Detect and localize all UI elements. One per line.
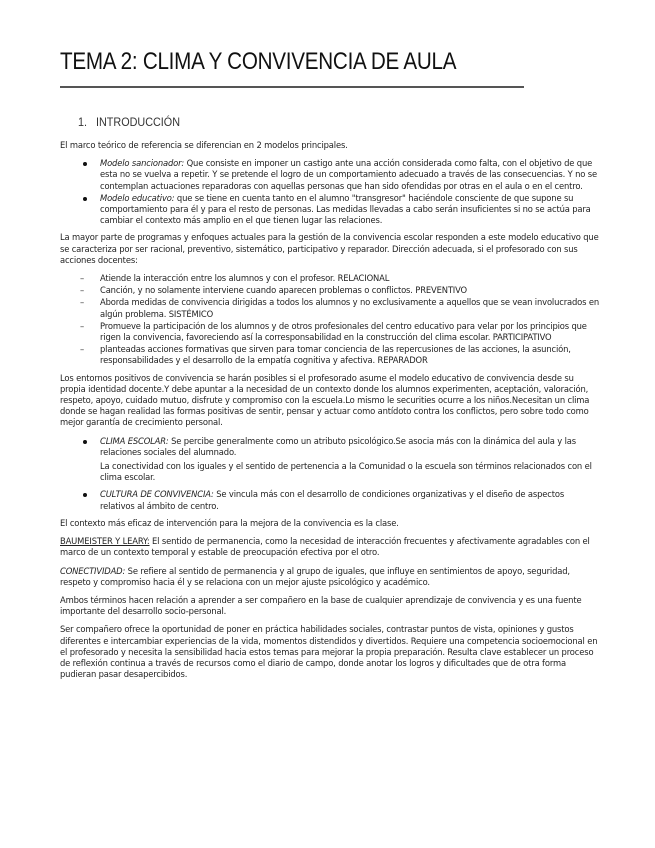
climate-text: Se percibe generalmente como un atributo psicológico.Se asocia más con la dinámica del aula y las relaciones sociales del alumnado. (100, 435, 576, 457)
model-text: que se tiene en cuenta tanto en el alumno "transgresor" haciéndole consciente de que supone su comportamiento para él y para el resto de personas. Las medidas llevadas a cabo serán insuficientes si no se actúa para cambiar el contexto más amplio en el que tienen lugar las relaciones. (100, 192, 591, 226)
action-text: Aborda medidas de convivencia dirigidas a todos los alumnos y no exclusivamente a aquellos que se vean involucrados en algún problema. (100, 297, 600, 319)
action-tag: PARTICIPATIVO (492, 332, 552, 343)
list-item (60, 273, 600, 284)
culture-list (60, 489, 600, 511)
document-body (60, 140, 600, 687)
action-text: Atiende la interacción entre los alumnos y con el profesor. (100, 273, 338, 284)
connectivity-paragraph (60, 566, 600, 588)
climate-list (60, 436, 600, 458)
list-item (60, 436, 600, 458)
climate-term: CLIMA ESCOLAR: (100, 435, 169, 446)
section-number: 1. (78, 115, 88, 129)
list-item (60, 297, 600, 319)
action-tag: REPARADOR (377, 355, 428, 366)
model-name: Modelo educativo: (100, 192, 175, 203)
action-tag: SISTÉMICO (168, 308, 214, 319)
action-text: Promueve la participación de los alumnos y de otros profesionales del centro educativo para velar por los principios que rigen la convivencia, favoreciendo así la corresponsabilidad en la construcción del clima escolar. (100, 320, 587, 343)
programs-paragraph: La mayor parte de programas y enfoques actuales para la gestión de la convivencia escolar responden a este modelo educativo que se caracteriza por ser racional, preventivo, sistemático, participativo y reparador. Dirección adecuada, si el profesorado con sus acciones docentes: (60, 232, 599, 265)
title-divider (60, 86, 524, 88)
action-text: planteadas acciones formativas que sirven para tomar conciencia de las repercusiones de las acciones, la asunción, responsabilidades y el desarrollo de la empatía cognitiva y afectiva. (100, 344, 571, 366)
model-name: Modelo sancionador: (100, 158, 185, 169)
list-item (60, 489, 600, 511)
models-list (60, 158, 600, 226)
culture-text: Se vincula más con el desarrollo de condiciones organizativas y el diseño de aspectos relativos al ámbito de centro. (100, 489, 565, 511)
section-label: INTRODUCCIÓN (96, 115, 180, 129)
list-item (60, 158, 600, 192)
baumeister-label: BAUMEISTER Y LEARY: (60, 536, 150, 547)
partner-paragraph: Ser compañero ofrece la oportunidad de poner en práctica habilidades sociales, contrastar puntos de vista, opiniones y gustos diferentes e intercambiar experiencias de la vida, momentos distendidos y divertidos. Requiere una competencia socioemocional en el profesorado y necesita la sensibilidad hacia estos temas para mejorar la propia preparación. Resulta clave establecer un proceso de reflexión continua a través de recursos como el diario de campo, donde anotar los logros y dificultades que de otra forma pudieran pasar desapercibidos. (60, 624, 598, 680)
model-text: Que consiste en imponer un castigo ante una acción considerada como falta, con el objetivo de que esta no se vuelva a repetir. Y se pretende el logro de un comportamiento adecuado a través de las consecuencias. Y no se contemplan actuaciones reparadoras con aquellas personas que han sido ofendidas por otras en el aula o en el centro. (100, 158, 597, 191)
culture-term: CULTURA DE CONVIVENCIA: (100, 489, 214, 500)
climate-subparagraph: La conectividad con los iguales y el sentido de pertenencia a la Comunidad o la escuela son términos relacionados con el clima escolar. (100, 461, 592, 483)
page-title: TEMA 2: CLIMA Y CONVIVENCIA DE AULA (60, 48, 457, 75)
baumeister-text: El sentido de permanencia, como la necesidad de interacción frecuentes y afectivamente agradables con el marco de un contexto temporal y estable de preocupación efectiva por el otro. (60, 536, 590, 558)
action-tag: PREVENTIVO (415, 285, 468, 296)
list-item (60, 321, 600, 343)
both-terms-paragraph: Ambos términos hacen relación a aprender a ser compañero en la base de cualquier aprendizaje de convivencia y es una fuente importante del desarrollo socio-personal. (60, 594, 582, 617)
context-paragraph: El contexto más eficaz de intervención para la mejora de la convivencia es la clase. (60, 517, 399, 528)
section-heading (78, 115, 180, 129)
connectivity-text: Se refiere al sentido de permanencia y al grupo de iguales, que influye en sentimientos de apoyo, seguridad, respeto y compromiso hacia él y se relaciona con un mejor ajuste psicológico y académico. (60, 565, 570, 587)
baumeister-paragraph (60, 536, 600, 558)
intro-paragraph: El marco teórico de referencia se diferencian en 2 modelos principales. (60, 140, 348, 150)
list-item (60, 285, 600, 296)
list-item (60, 193, 600, 227)
connectivity-label: CONECTIVIDAD: (60, 565, 126, 576)
list-item (60, 344, 600, 366)
action-tag: RELACIONAL (337, 273, 390, 284)
environments-paragraph: Los entornos positivos de convivencia se harán posibles si el profesorado asume el modelo educativo de convivencia desde su propia identidad docente.Y debe apuntar a la necesidad de un contexto donde los alumnos experimenten, aceptación, valoración, respeto, apoyo, cuidado mutuo, disfrute y compromiso con la escuela.Lo mismo le securities ocurre a los niños.Necesitan un clima donde se hagan realidad las formas positivas de sentir, pensar y actuar como antídoto contra los conflictos, pero sobre todo como mejor garantía de crecimiento personal. (60, 372, 590, 428)
actions-list (60, 273, 600, 367)
action-text: Canción, y no solamente interviene cuando aparecen problemas o conflictos. (100, 285, 416, 296)
